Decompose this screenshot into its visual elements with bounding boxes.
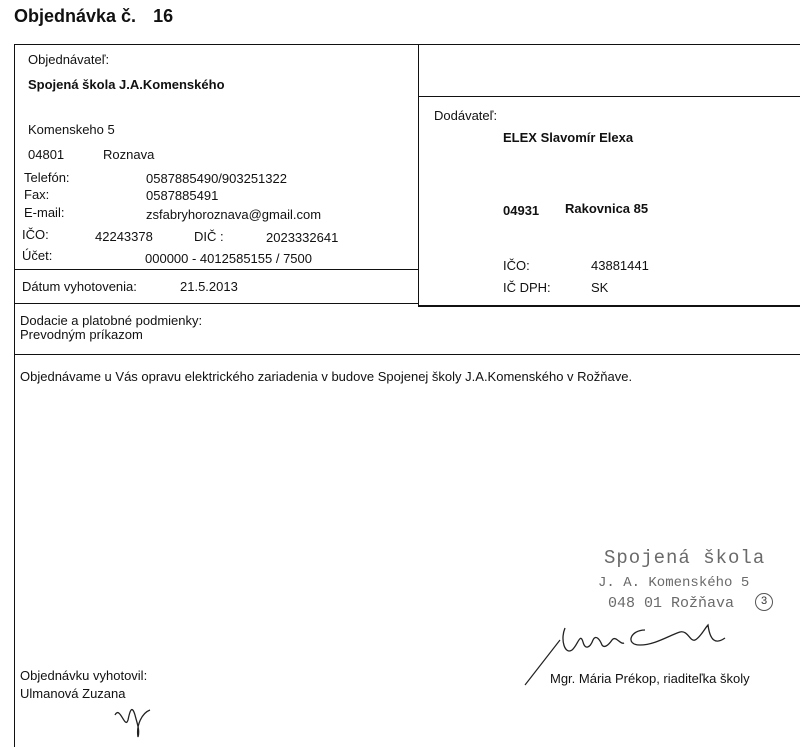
signatory-name: Mgr. Mária Prékop, riaditeľka školy	[550, 671, 750, 686]
stamp-number	[755, 593, 773, 611]
supplier-label: Dodávateľ:	[434, 108, 498, 123]
issuer-signature	[110, 695, 160, 745]
dic-value: 2023332641	[266, 230, 339, 245]
supplier-ico-value: 43881441	[591, 258, 649, 273]
title-text: Objednávka č.	[14, 6, 137, 26]
stamp-number-text: 3	[760, 596, 768, 608]
page-title	[14, 6, 173, 27]
issuer-label: Objednávku vyhotovil:	[20, 668, 148, 683]
stamp-line2: J. A. Komenského 5	[598, 575, 750, 591]
dic-label: DIČ :	[194, 229, 224, 244]
buyer-box-right	[418, 44, 419, 307]
buyer-box-bottom	[14, 303, 419, 304]
stamp-line3: 048 01 Rožňava	[608, 595, 735, 612]
buyer-label: Objednávateľ:	[28, 52, 110, 67]
date-label: Dátum vyhotovenia:	[22, 279, 137, 294]
account-value: 000000 - 4012585155 / 7500	[145, 251, 312, 266]
email-value: zsfabryhoroznava@gmail.com	[146, 207, 322, 222]
buyer-city: Roznava	[103, 147, 155, 162]
supplier-zip: 04931	[503, 203, 540, 218]
email-label: E-mail:	[24, 205, 65, 220]
phone-value: 0587885490/903251322	[146, 171, 287, 186]
stamp-line1: Spojená škola	[604, 547, 766, 569]
supplier-ico-label: IČO:	[503, 258, 530, 273]
ico-value: 42243378	[95, 229, 153, 244]
frame-top	[14, 44, 800, 45]
supplier-name: ELEX Slavomír Elexa	[503, 130, 634, 145]
date-line	[14, 269, 419, 270]
supplier-box-top	[418, 96, 800, 97]
terms-label: Dodacie a platobné podmienky:	[20, 313, 203, 328]
order-text: Objednávame u Vás opravu elektrického zariadenia v budove Spojenej školy J.A.Komenského v Rožňave.	[20, 369, 633, 384]
supplier-icdph-label: IČ DPH:	[503, 280, 551, 295]
buyer-street: Komenskeho 5	[28, 122, 115, 137]
fax-value: 0587885491	[146, 188, 219, 203]
terms-bottom-line	[14, 354, 800, 355]
supplier-street: Rakovnica 85	[565, 201, 649, 216]
ico-label: IČO:	[22, 227, 49, 242]
date-value: 21.5.2013	[180, 279, 238, 294]
terms-value: Prevodným príkazom	[20, 327, 143, 342]
buyer-name: Spojená škola J.A.Komenského	[28, 77, 225, 92]
buyer-zip: 04801	[28, 147, 65, 162]
fax-label: Fax:	[24, 187, 50, 202]
phone-label: Telefón:	[24, 170, 70, 185]
account-label: Účet:	[22, 248, 53, 263]
supplier-box-bottom	[418, 305, 800, 307]
order-number: 16	[153, 6, 174, 26]
issuer-name: Ulmanová Zuzana	[20, 686, 126, 701]
supplier-icdph-value: SK	[591, 280, 609, 295]
frame-left	[14, 44, 15, 747]
